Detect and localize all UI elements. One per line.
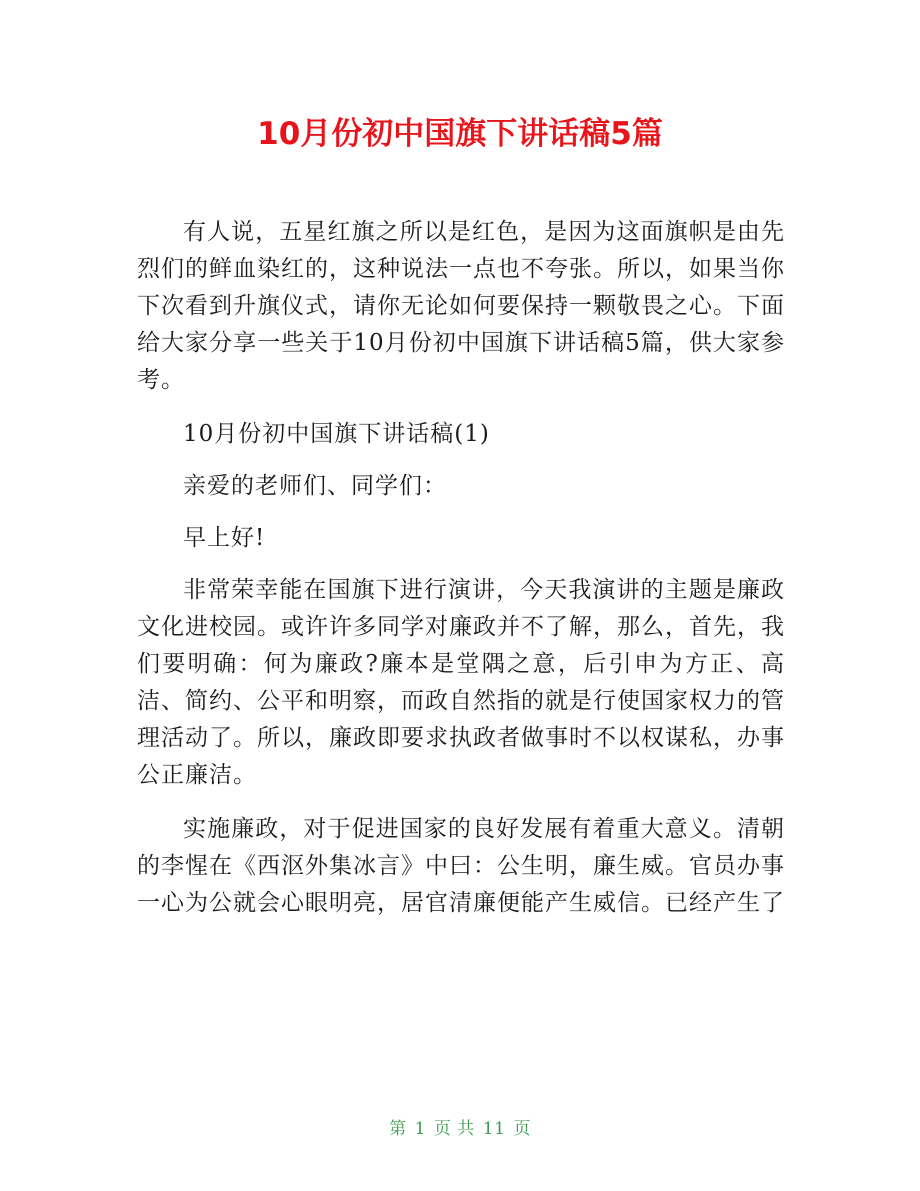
- body-paragraph: 实施廉政，对于促进国家的良好发展有着重大意义。清朝的李惺在《西沤外集冰言》中曰：公生明，廉生威。官员办事一心为公就会心眼明亮，居官清廉便能产生威信。已经产生了: [137, 816, 785, 916]
- footer-prefix: 第: [389, 1119, 407, 1139]
- footer-current-page: 1: [414, 1119, 426, 1139]
- document-title: 10月份初中国旗下讲话稿5篇: [257, 116, 663, 152]
- greeting: 早上好!: [183, 525, 266, 551]
- document-body: [137, 214, 785, 939]
- salutation: 亲爱的老师们、同学们：: [183, 473, 447, 499]
- footer-suffix: 页: [513, 1119, 531, 1139]
- intro-paragraph: 有人说，五星红旗之所以是红色，是因为这面旗帜是由先烈们的鲜血染红的，这种说法一点也不夸张。所以，如果当你下次看到升旗仪式，请你无论如何要保持一颗敬畏之心。下面给大家分享一些关于10月份初中国旗下讲话稿5篇，供大家参考。: [137, 219, 785, 393]
- body-paragraph: 非常荣幸能在国旗下进行演讲，今天我演讲的主题是廉政文化进校园。或许许多同学对廉政并不了解，那么，首先，我们要明确：何为廉政?廉本是堂隅之意，后引申为方正、高洁、简约、公平和明察，而政自然指的就是行使国家权力的管理活动了。所以，廉政即要求执政者做事时不以权谋私，办事公正廉洁。: [137, 577, 785, 788]
- footer-total-pages: 11: [482, 1119, 506, 1139]
- footer-mid: 页 共: [433, 1119, 475, 1139]
- page-footer: [0, 1114, 920, 1139]
- section-heading: 10月份初中国旗下讲话稿(1): [183, 421, 490, 447]
